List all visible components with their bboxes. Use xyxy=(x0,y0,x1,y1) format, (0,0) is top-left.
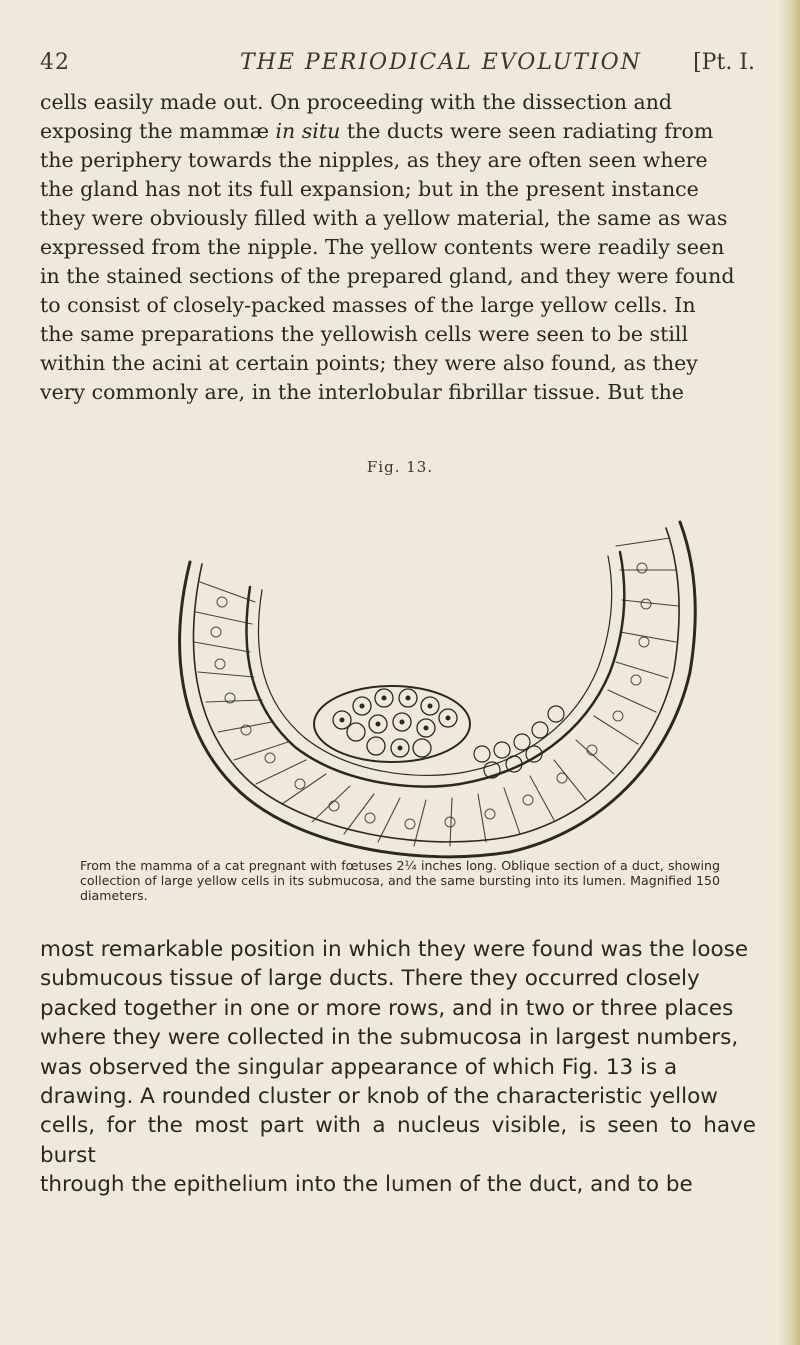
text-line: the periphery towards the nipples, as they are often seen where xyxy=(40,148,708,172)
duct-inner-epithelium xyxy=(246,552,624,787)
text-line: the same preparations the yellowish cells were seen to be still xyxy=(40,322,689,346)
text-line: where they were collected in the submucosa in largest numbers, xyxy=(40,1025,739,1051)
text-line: most remarkable position in which they were found was the loose xyxy=(40,937,749,962)
running-header xyxy=(40,50,755,84)
page-edge-shadow xyxy=(778,0,800,1345)
text-line: the gland has not its full expansion; but in the present instance xyxy=(40,177,699,201)
text-line: cells easily made out. On proceeding with the dissection and xyxy=(40,90,673,114)
duct-outer-wall-2 xyxy=(194,528,680,842)
text-line: packed together in one or more rows, and in two or three places xyxy=(40,995,734,1021)
text-line: drawing. A rounded cluster or knob of the characteristic yellow xyxy=(40,1084,718,1110)
figure-label: Fig. 13. xyxy=(366,458,434,476)
text-line: expressed from the nipple. The yellow contents were readily seen xyxy=(40,235,725,259)
text-line: cells, for the most part with a nucleus visible, is seen to have burst xyxy=(40,1113,756,1168)
paragraph-top xyxy=(40,88,756,407)
duct-section-illustration xyxy=(130,492,730,892)
text-line: exposing the mammæ in situ the ducts were seen radiating from xyxy=(40,119,714,143)
text-line: very commonly are, in the interlobular fibrillar tissue. But the xyxy=(40,380,684,404)
text-line: within the acini at certain points; they were also found, as they xyxy=(40,351,698,375)
duct-inner-epithelium-2 xyxy=(258,556,611,775)
italic-in-situ: in situ xyxy=(275,119,341,143)
text-line: was observed the singular appearance of which Fig. 13 is a xyxy=(40,1054,678,1080)
text-line: through the epithelium into the lumen of the duct, and to be xyxy=(40,1172,693,1198)
text-line: to consist of closely-packed masses of the large yellow cells. In xyxy=(40,293,696,317)
submucosa-cell-cluster xyxy=(474,706,564,778)
text-line: submucous tissue of large ducts. There they occurred closely xyxy=(40,966,700,992)
running-title: THE PERIODICAL EVOLUTION xyxy=(240,50,642,75)
paragraph-bottom xyxy=(40,935,756,1200)
figure-caption: From the mamma of a cat pregnant with fœtuses 2¼ inches long. Oblique section of a duct, showing collection of large yellow cells in its submucosa, and the same bursting into its lumen. Magnified 150 diameters. xyxy=(80,858,720,903)
text-line: they were obviously filled with a yellow material, the same as was xyxy=(40,206,728,230)
part-marker: [Pt. I. xyxy=(693,50,755,75)
text-line: in the stained sections of the prepared gland, and they were found xyxy=(40,264,735,288)
cell-cluster-knob xyxy=(314,686,470,762)
page-number: 42 xyxy=(40,50,70,75)
